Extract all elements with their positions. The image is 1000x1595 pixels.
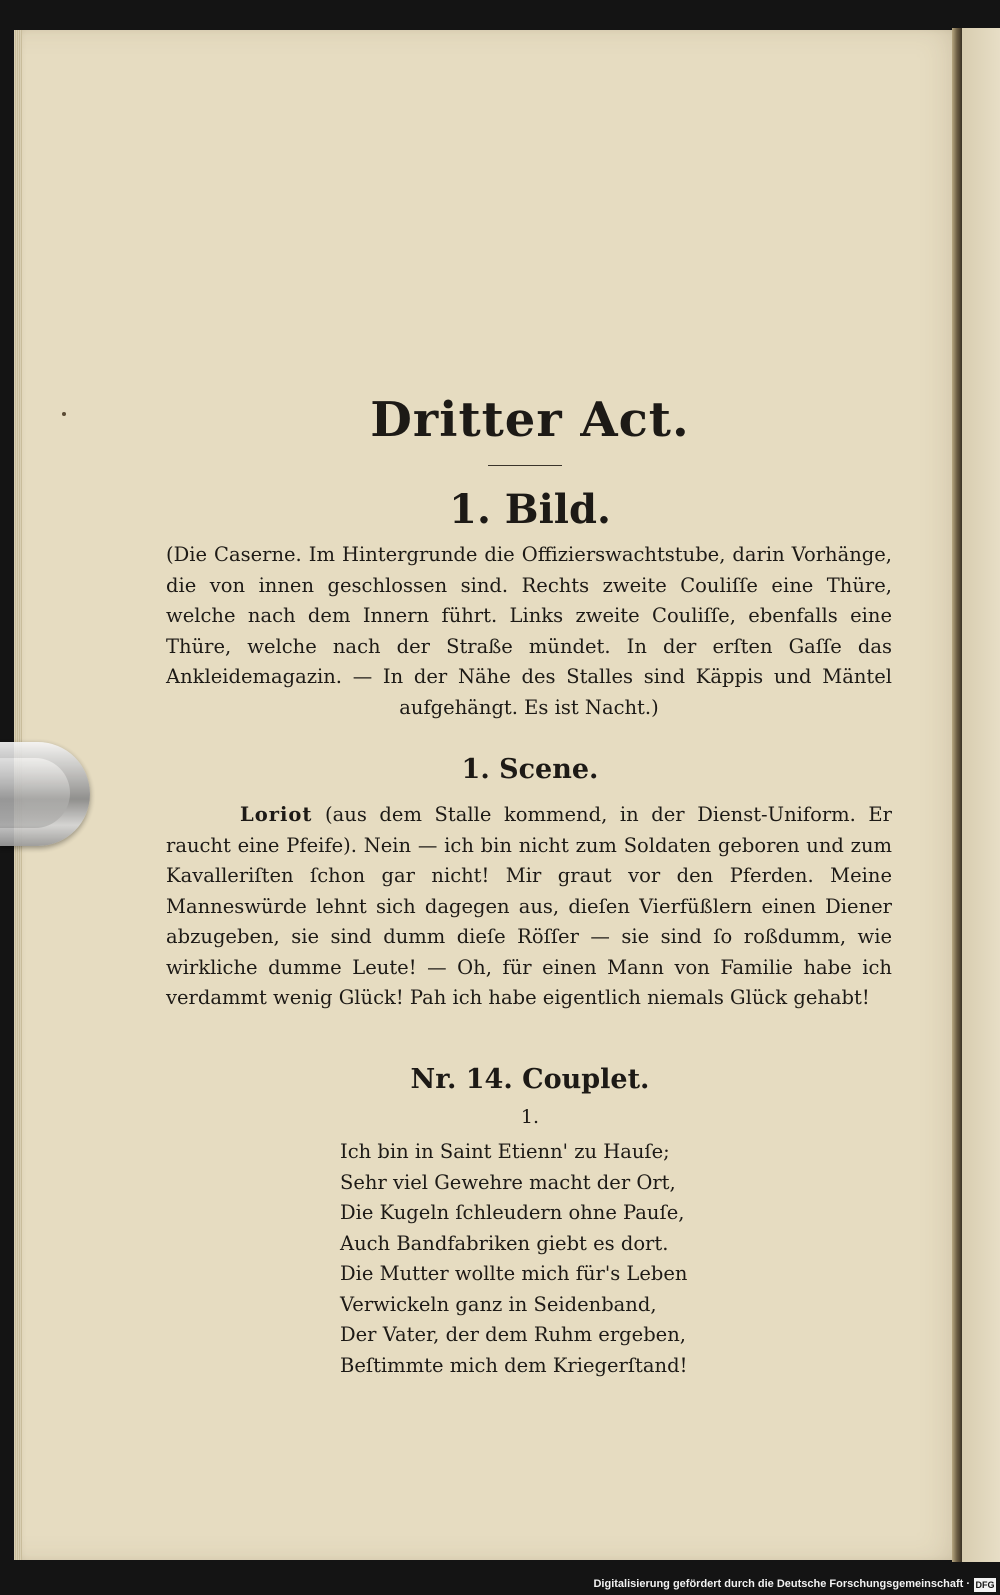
title-divider <box>488 465 562 466</box>
facing-page-edge <box>962 28 1000 1562</box>
scene-title: 1. Scene. <box>461 754 599 785</box>
footer-credit: Digitalisierung gefördert durch die Deutsche Forschungsgemeinschaft · <box>593 1578 970 1590</box>
dialogue-text: (aus dem Stalle kommend, in der Dienst-Uniform. Er raucht eine Pfeife). Nein — ich bin nicht zum Soldaten geboren und zum Kavalleriſten ſchon gar nicht! Mir graut vor den Pferden. Meine Manneswürde lehnt sich dagegen aus, dieſen Vierfüßlern einen Diener abzugeben, sie sind dumm dieſe Röſſer — sie sind ſo roßdumm, wie wirkliche dumme Leute! — Oh, für einen Mann von Familie habe ich verdammt wenig Glück! Pah ich habe eigentlich niemals Glück gehabt! <box>166 803 892 1009</box>
dialogue-paragraph <box>166 800 892 1014</box>
act-title: Dritter Act. <box>370 392 690 448</box>
verse-line: Ich bin in Saint Etienn' zu Hauſe; <box>340 1140 670 1163</box>
verse-line: Der Vater, der dem Ruhm ergeben, <box>340 1323 686 1346</box>
page-clip-highlight <box>0 758 70 828</box>
book-gutter <box>952 28 962 1562</box>
verse-line: Auch Bandfabriken giebt es dort. <box>340 1231 669 1255</box>
verse-line: Sehr viel Gewehre macht der Ort, <box>340 1170 676 1194</box>
stage-direction: (Die Caserne. Im Hintergrunde die Offizierswachtstube, darin Vorhänge, die von innen geschlossen sind. Rechts zweite Couliſſe eine Thüre, welche nach dem Innern führt. Links zweite Couliſſe, ebenfalls eine Thüre, welche nach der Straße mündet. In der erſten Gaſſe das Ankleidemagazin. — In der Nähe des Stalles sind Käppis und Mäntel aufgehängt. Es ist Nacht.) <box>166 543 892 719</box>
verse-line: Beſtimmte mich dem Kriegerſtand! <box>340 1353 688 1377</box>
dfg-logo: DFG <box>975 1580 995 1590</box>
paper-spot <box>62 412 66 416</box>
verse-number: 1. <box>520 1106 540 1128</box>
verse-line: Die Kugeln ſchleudern ohne Pauſe, <box>340 1201 685 1224</box>
couplet-title: Nr. 14. Couplet. <box>410 1064 650 1095</box>
verse-line: Die Mutter wollte mich für's Leben <box>340 1262 688 1285</box>
verse-line: Verwickeln ganz in Seidenband, <box>340 1292 657 1316</box>
bild-title: 1. Bild. <box>449 486 611 533</box>
speaker-name: Loriot <box>240 803 313 826</box>
verse-block <box>340 1137 760 1381</box>
